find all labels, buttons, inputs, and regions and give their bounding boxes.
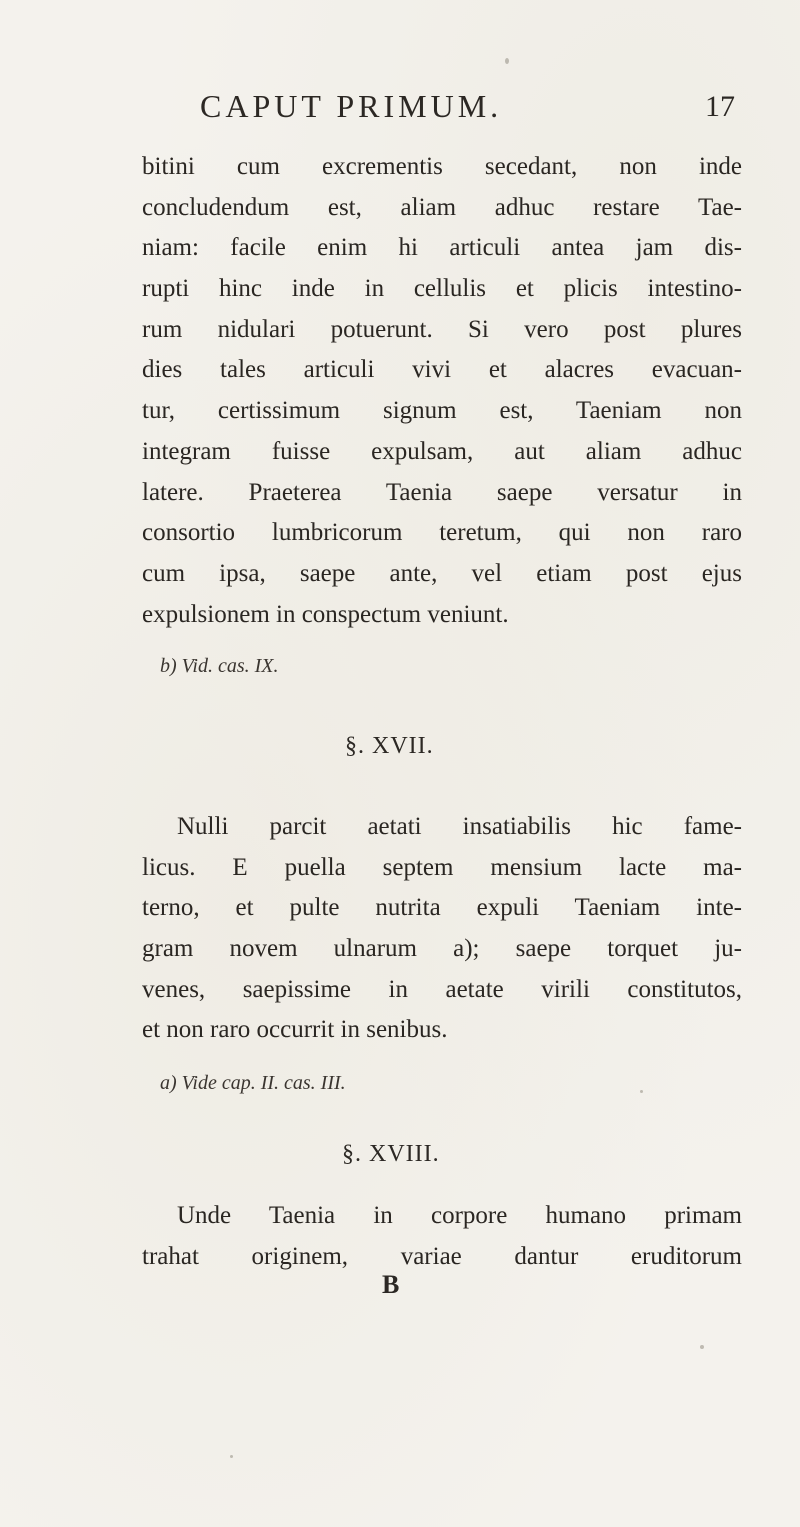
paper-speck	[230, 1455, 233, 1458]
text-line: terno, et pulte nutrita expuli Taeniam inte-	[142, 894, 742, 922]
text-line: rum nidulari potuerunt. Si vero post plures	[142, 315, 742, 343]
signature-mark: B	[382, 1270, 400, 1299]
footnote-b: b) Vid. cas. IX.	[160, 655, 279, 677]
paper-speck	[505, 58, 509, 64]
text-line: cum ipsa, saepe ante, vel etiam post ejus	[142, 559, 742, 587]
text-line: tur, certissimum signum est, Taeniam non	[142, 397, 742, 425]
page-header	[0, 88, 800, 138]
paper-speck	[700, 1345, 704, 1349]
text-line: venes, saepissime in aetate virili constitutos,	[142, 975, 742, 1003]
paragraph-section-xvii	[142, 807, 742, 1051]
text-line: dies tales articuli vivi et alacres evacuan-	[142, 356, 742, 384]
text-line: concludendum est, aliam adhuc restare Tae-	[142, 193, 742, 221]
text-line: latere. Praeterea Taenia saepe versatur in	[142, 478, 742, 506]
footnote-a: a) Vide cap. II. cas. III.	[160, 1072, 346, 1094]
page-number: 17	[705, 90, 735, 123]
text-line: gram novem ulnarum a); saepe torquet ju-	[142, 935, 742, 963]
paper-speck	[640, 1090, 643, 1093]
text-line: Nulli parcit aetati insatiabilis hic fame-	[177, 813, 742, 840]
text-line: Unde Taenia in corpore humano primam	[177, 1202, 742, 1229]
paragraph-section-xviii	[142, 1196, 742, 1277]
text-line: licus. E puella septem mensium lacte ma-	[142, 853, 742, 881]
paragraph-continuation	[142, 147, 742, 635]
text-line: expulsionem in conspectum veniunt.	[142, 600, 509, 628]
text-line: rupti hinc inde in cellulis et plicis intestino-	[142, 275, 742, 303]
section-heading-xviii: §. XVIII.	[342, 1141, 440, 1167]
text-line: consortio lumbricorum teretum, qui non raro	[142, 519, 742, 547]
text-line: bitini cum excrementis secedant, non inde	[142, 153, 742, 180]
text-line: integram fuisse expulsam, aut aliam adhuc	[142, 437, 742, 465]
running-head: CAPUT PRIMUM.	[200, 88, 503, 124]
text-line: niam: facile enim hi articuli antea jam dis-	[142, 234, 742, 262]
section-heading-xvii: §. XVII.	[345, 733, 434, 759]
text-line: et non raro occurrit in senibus.	[142, 1016, 448, 1044]
text-line: trahat originem, variae dantur eruditorum	[142, 1242, 742, 1270]
